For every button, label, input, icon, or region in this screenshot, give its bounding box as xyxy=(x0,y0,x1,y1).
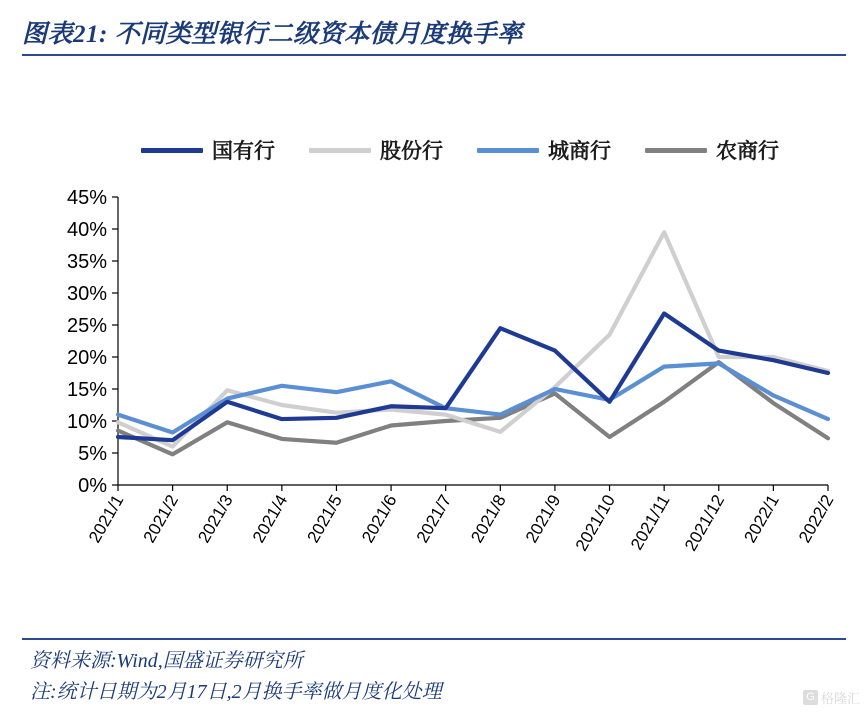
y-tick-label: 15% xyxy=(66,379,107,401)
x-tick-label: 2021/4 xyxy=(248,491,292,547)
x-tick-label: 2021/3 xyxy=(194,491,237,547)
watermark-badge-icon: G xyxy=(803,690,818,705)
figure-footnotes xyxy=(30,646,840,708)
x-tick-label: 2021/7 xyxy=(412,491,456,547)
watermark-text: 格隆汇 xyxy=(820,691,860,706)
chart-canvas xyxy=(22,185,846,605)
note-text: 注:统计日期为2月17日,2月换手率做月度化处理 xyxy=(30,681,442,703)
figure-header xyxy=(22,10,846,54)
y-tick-label: 0% xyxy=(78,475,107,497)
footer-divider xyxy=(22,638,846,640)
y-tick-label: 35% xyxy=(66,251,107,273)
legend-item xyxy=(309,135,443,165)
chart-legend xyxy=(110,130,810,170)
legend-item xyxy=(141,135,275,165)
line-chart xyxy=(22,185,846,605)
y-tick-label: 20% xyxy=(66,347,107,369)
x-tick-label: 2021/5 xyxy=(303,491,346,547)
legend-item xyxy=(645,135,779,165)
series-line-农商行 xyxy=(118,362,828,454)
header-divider xyxy=(22,54,846,56)
y-tick-label: 5% xyxy=(78,443,107,465)
legend-label: 股份行 xyxy=(380,139,443,163)
y-tick-label: 30% xyxy=(66,283,107,305)
y-tick-label: 40% xyxy=(66,219,107,241)
legend-label: 城商行 xyxy=(548,139,611,163)
y-tick-label: 25% xyxy=(66,315,107,337)
legend-label: 农商行 xyxy=(716,139,779,163)
x-tick-label: 2021/1 xyxy=(85,491,128,547)
watermark xyxy=(803,688,860,707)
x-tick-label: 2021/9 xyxy=(521,491,565,547)
series-line-股份行 xyxy=(118,232,828,446)
y-tick-label: 10% xyxy=(66,411,107,433)
x-tick-label: 2021/2 xyxy=(139,491,183,547)
x-tick-label: 2021/6 xyxy=(358,491,401,547)
source-text: 资料来源:Wind,国盛证券研究所 xyxy=(30,650,303,672)
x-tick-label: 2022/1 xyxy=(740,491,783,547)
x-tick-label: 2021/10 xyxy=(571,491,620,555)
legend-swatch-icon xyxy=(141,148,203,153)
legend-swatch-icon xyxy=(645,148,707,153)
y-tick-label: 45% xyxy=(66,187,107,209)
legend-swatch-icon xyxy=(309,148,371,153)
legend-item xyxy=(477,135,611,165)
legend-label: 国有行 xyxy=(212,139,275,163)
x-tick-label: 2021/12 xyxy=(681,491,729,555)
x-tick-label: 2022/2 xyxy=(795,491,838,547)
x-tick-label: 2021/8 xyxy=(467,491,510,547)
page-title: 图表21: 不同类型银行二级资本债月度换手率 xyxy=(22,21,523,48)
legend-swatch-icon xyxy=(477,148,539,153)
x-tick-label: 2021/11 xyxy=(627,491,674,554)
